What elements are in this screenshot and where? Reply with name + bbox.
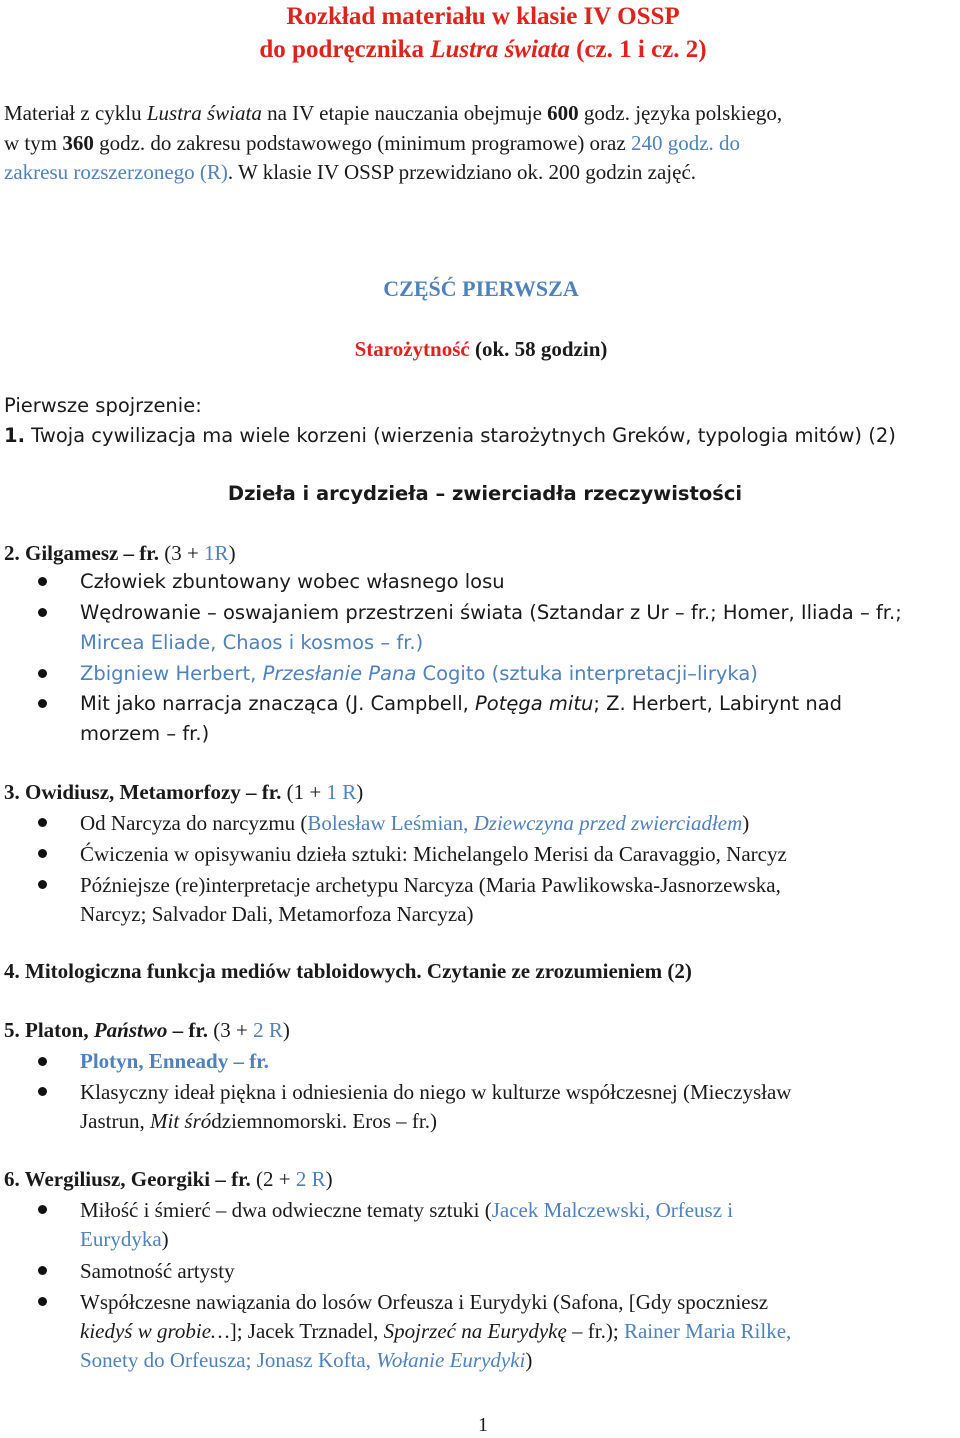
intro-line-3: zakresu rozszerzonego (R). W klasie IV OSSP przewidziano ok. 200 godzin zajęć.: [4, 160, 697, 184]
section-heading: Dzieła i arcydzieła – zwierciadła rzeczywistości: [227, 482, 743, 505]
bullet-icon: [38, 1087, 47, 1096]
bullet-icon: [38, 699, 47, 708]
s3-bullet-3-cont: Narcyz; Salvador Dali, Metamorfoza Narcyza): [80, 902, 474, 926]
s2-bullet-1: Człowiek zbuntowany wobec własnego losu: [80, 570, 505, 593]
bullet-icon: [38, 1057, 47, 1066]
bullet-icon: [38, 669, 47, 678]
bullet-icon: [38, 608, 47, 617]
bullet-icon: [38, 849, 47, 858]
s6-bullet-3: Współczesne nawiązania do losów Orfeusza i Eurydyki (Safona, [Gdy spoczniesz: [80, 1290, 769, 1314]
title-line-2: do podręcznika Lustra świata (cz. 1 i cz. 2): [259, 36, 707, 63]
bullet-icon: [38, 880, 47, 889]
s3-bullet-2: Ćwiczenia w opisywaniu dzieła sztuki: Michelangelo Merisi da Caravaggio, Narcyz: [80, 842, 787, 866]
s5-bullet-2: Klasyczny ideał piękna i odniesienia do niego w kulturze współczesnej (Mieczysław: [80, 1080, 792, 1104]
s2-bullet-4-cont: morzem – fr.): [80, 722, 210, 745]
part-heading: CZĘŚĆ PIERWSZA: [383, 276, 579, 301]
s3-bullet-1: Od Narcyza do narcyzmu (Bolesław Leśmian, Dziewczyna przed zwierciadłem): [80, 811, 750, 835]
s5-bullet-1: Plotyn, Enneady – fr.: [80, 1049, 269, 1073]
first-look-label: Pierwsze spojrzenie:: [4, 394, 202, 417]
s3-heading: 3. Owidiusz, Metamorfozy – fr. (1 + 1 R): [4, 780, 364, 804]
s2-bullet-4: Mit jako narracja znacząca (J. Campbell, Potęga mitu; Z. Herbert, Labirynt nad: [80, 692, 843, 715]
bullet-icon: [38, 818, 47, 827]
intro-line-1: Materiał z cyklu Lustra świata na IV etapie nauczania obejmuje 600 godz. języka polskiego,: [4, 101, 783, 125]
bullet-icon: [38, 1205, 47, 1214]
s6-bullet-3-cont-2: Sonety do Orfeusza; Jonasz Kofta, Wołanie Eurydyki): [80, 1348, 533, 1372]
s6-heading: 6. Wergiliusz, Georgiki – fr. (2 + 2 R): [4, 1167, 333, 1191]
intro-line-2: w tym 360 godz. do zakresu podstawowego (minimum programowe) oraz 240 godz. do: [4, 131, 741, 155]
era-heading: Starożytność (ok. 58 godzin): [354, 337, 608, 361]
s3-bullet-3: Późniejsze (re)interpretacje archetypu Narcyza (Maria Pawlikowska-Jasnorzewska,: [80, 873, 781, 897]
title-line-1: Rozkład materiału w klasie IV OSSP: [286, 3, 680, 30]
s2-bullet-2-cont: Mircea Eliade, Chaos i kosmos – fr.): [80, 631, 424, 654]
s2-bullet-2: Wędrowanie – oswajaniem przestrzeni świata (Sztandar z Ur – fr.; Homer, Iliada – fr.;: [80, 601, 902, 624]
s5-heading: 5. Platon, Państwo – fr. (3 + 2 R): [4, 1018, 290, 1042]
s2-bullet-3: Zbigniew Herbert, Przesłanie Pana Cogito (sztuka interpretacji–liryka): [80, 662, 758, 685]
s2-heading: 2. Gilgamesz – fr. (3 + 1R): [4, 541, 236, 565]
s5-bullet-2-cont: Jastrun, Mit śródziemnomorski. Eros – fr.): [80, 1109, 437, 1133]
s6-bullet-2: Samotność artysty: [80, 1259, 235, 1283]
s6-bullet-1-cont: Eurydyka): [80, 1227, 169, 1251]
first-look-item-1: 1. Twoja cywilizacja ma wiele korzeni (wierzenia starożytnych Greków, typologia mitów) (2): [4, 424, 896, 447]
s4-heading: 4. Mitologiczna funkcja mediów tabloidowych. Czytanie ze zrozumieniem (2): [4, 959, 692, 983]
bullet-icon: [38, 1266, 47, 1275]
bullet-icon: [38, 1297, 47, 1306]
s6-bullet-1: Miłość i śmierć – dwa odwieczne tematy sztuki (Jacek Malczewski, Orfeusz i: [80, 1198, 734, 1222]
bullet-icon: [38, 577, 47, 586]
page-number: 1: [478, 1414, 488, 1436]
s6-bullet-3-cont: kiedyś w grobie…]; Jacek Trznadel, Spojrzeć na Eurydykę – fr.); Rainer Maria Rilke,: [80, 1319, 792, 1343]
